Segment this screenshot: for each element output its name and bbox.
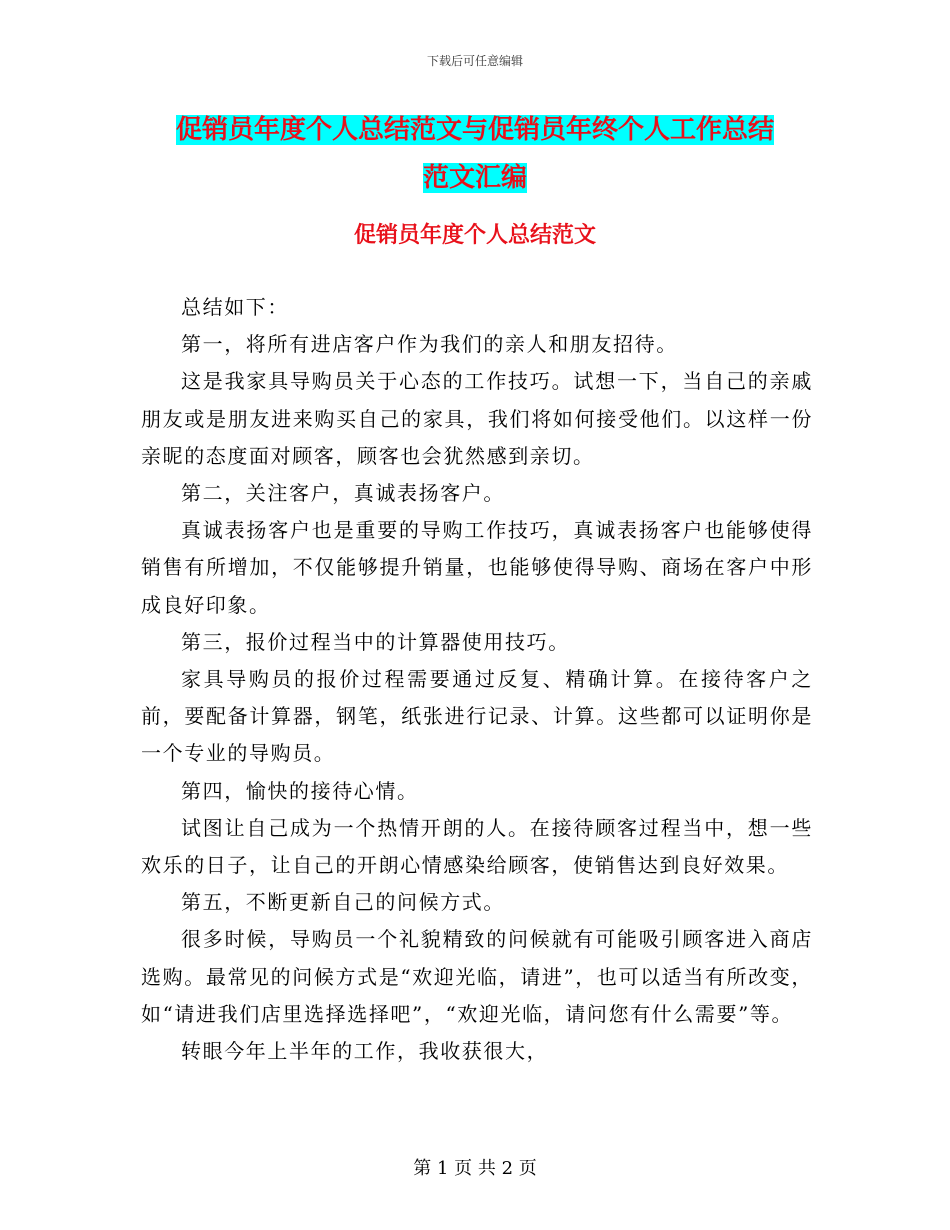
paragraph: 真诚表扬客户也是重要的导购工作技巧，真诚表扬客户也能够使得销售有所增加，不仅能够提升销量，也能够使得导购、商场在客户中形成良好印象。 [141,518,813,617]
paragraph: 试图让自己成为一个热情开朗的人。在接待顾客过程当中，想一些欢乐的日子，让自己的开朗心情感染给顾客，使销售达到良好效果。 [141,815,813,878]
paragraph: 转眼今年上半年的工作，我收获很大， [181,1039,549,1064]
paragraph: 第五，不断更新自己的问候方式。 [181,890,505,915]
document-title [140,106,810,202]
page-footer: 第 1 页 共 2 页 [413,1158,537,1179]
paragraph: 第三，报价过程当中的计算器使用技巧。 [181,629,570,654]
document-title-line-1: 促销员年度个人总结范文与促销员年终个人工作总结 [175,115,774,145]
paragraph: 第四，愉快的接待心情。 [181,778,419,803]
document-title-line-2: 范文汇编 [422,163,527,193]
document-body [141,289,813,1070]
paragraph: 第二，关注客户，真诚表扬客户。 [181,481,505,506]
paragraph: 很多时候，导购员一个礼貌精致的问候就有可能吸引顾客进入商店选购。最常见的问候方式是“欢迎光临，请进”，也可以适当有所改变，如“请进我们店里选择选择吧”，“欢迎光临，请问您有什么需要”等。 [141,927,813,1026]
section-title: 促销员年度个人总结范文 [353,223,596,248]
paragraph: 第一，将所有进店客户作为我们的亲人和朋友招待。 [181,332,678,357]
paragraph: 这是我家具导购员关于心态的工作技巧。试想一下，当自己的亲戚朋友或是朋友进来购买自己的家具，我们将如何接受他们。以这样一份亲昵的态度面对顾客，顾客也会犹然感到亲切。 [141,369,813,468]
paragraph: 总结如下： [181,295,289,319]
page-header: 下载后可任意编辑 [426,54,523,68]
paragraph: 家具导购员的报价过程需要通过反复、精确计算。在接待客户之前，要配备计算器，钢笔，纸张进行记录、计算。这些都可以证明你是一个专业的导购员。 [141,667,813,766]
